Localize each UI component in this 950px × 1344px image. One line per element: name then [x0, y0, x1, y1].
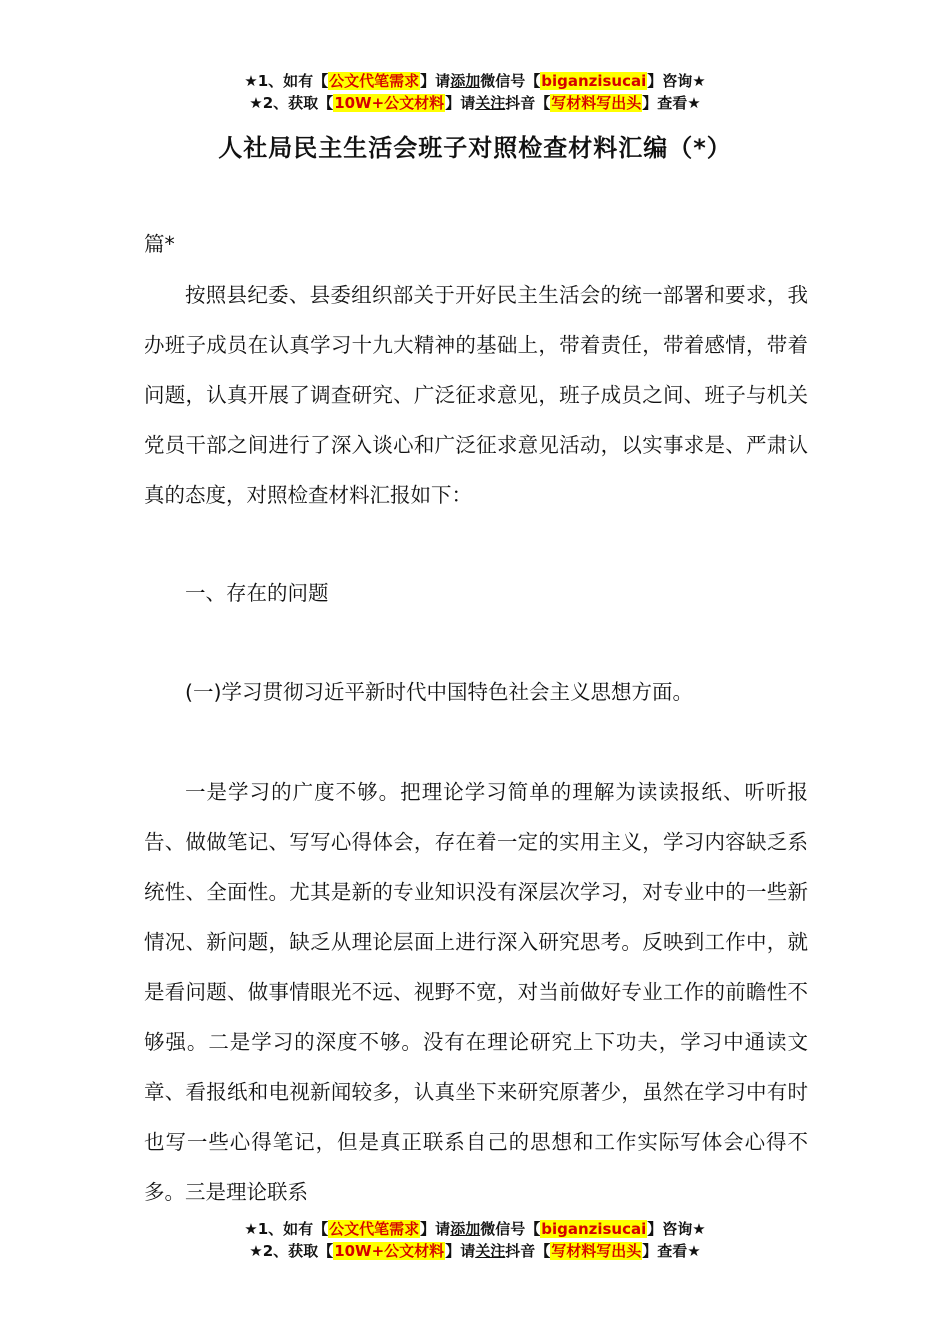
- banner-underline: 添加: [450, 1220, 481, 1238]
- heading-level-2: (一)学习贯彻习近平新时代中国特色社会主义思想方面。: [185, 680, 693, 704]
- document-title: 人社局民主生活会班子对照检查材料汇编（*）: [218, 134, 732, 162]
- section-label: 篇*: [144, 232, 175, 256]
- banner-highlight: 10W+公文材料: [334, 94, 445, 112]
- banner-text: 微信号【: [480, 1220, 541, 1238]
- banner-text: 】咨询★: [647, 72, 706, 90]
- banner-underline: 添加: [450, 72, 481, 90]
- banner-text: 微信号【: [480, 72, 541, 90]
- banner-text: ★1、如有【: [244, 72, 329, 90]
- banner-text: 】查看★: [642, 94, 701, 112]
- banner-text: ★1、如有【: [244, 1220, 329, 1238]
- banner-text: 】请: [420, 72, 451, 90]
- banner-highlight: 写材料写出头: [551, 1242, 642, 1260]
- banner-text: ★2、获取【: [249, 94, 334, 112]
- banner-text: 】查看★: [642, 1242, 701, 1260]
- banner-text: 抖音【: [505, 94, 551, 112]
- banner-text: 】请: [445, 1242, 476, 1260]
- banner-line-2: [0, 1240, 950, 1262]
- banner-text: ★2、获取【: [249, 1242, 334, 1260]
- banner-highlight: 公文代笔需求: [329, 72, 420, 90]
- banner-highlight: 公文代笔需求: [329, 1220, 420, 1238]
- banner-line-2: [0, 92, 950, 114]
- banner-highlight: biganzisucai: [541, 72, 647, 90]
- banner-line-1: [0, 1218, 950, 1240]
- banner-text: 】请: [420, 1220, 451, 1238]
- banner-text: 抖音【: [505, 1242, 551, 1260]
- body-paragraph: 一是学习的广度不够。把理论学习简单的理解为读读报纸、听听报告、做做笔记、写写心得体会，存在着一定的实用主义，学习内容缺乏系统性、全面性。尤其是新的专业知识没有深层次学习，对专业中的一些新情况、新问题，缺乏从理论层面上进行深入研究思考。反映到工作中，就是看问题、做事情眼光不远、视野不宽，对当前做好专业工作的前瞻性不够强。二是学习的深度不够。没有在理论研究上下功夫，学习中通读文章、看报纸和电视新闻较多，认真坐下来研究原著少，虽然在学习中有时也写一些心得笔记，但是真正联系自己的思想和工作实际写体会心得不多。三是理论联系: [144, 780, 808, 1204]
- banner-highlight: 写材料写出头: [551, 94, 642, 112]
- footer-banner: [0, 1218, 950, 1262]
- banner-highlight: 10W+公文材料: [334, 1242, 445, 1260]
- intro-paragraph: 按照县纪委、县委组织部关于开好民主生活会的统一部署和要求，我办班子成员在认真学习十九大精神的基础上，带着责任，带着感情，带着问题，认真开展了调查研究、广泛征求意见，班子成员之间、班子与机关党员干部之间进行了深入谈心和广泛征求意见活动，以实事求是、严肃认真的态度，对照检查材料汇报如下：: [144, 283, 808, 507]
- header-banner: [0, 70, 950, 114]
- heading-level-1: 一、存在的问题: [185, 581, 329, 605]
- banner-underline: 关注: [475, 94, 506, 112]
- banner-text: 】请: [445, 94, 476, 112]
- banner-text: 】咨询★: [647, 1220, 706, 1238]
- banner-line-1: [0, 70, 950, 92]
- banner-highlight: biganzisucai: [541, 1220, 647, 1238]
- banner-underline: 关注: [475, 1242, 506, 1260]
